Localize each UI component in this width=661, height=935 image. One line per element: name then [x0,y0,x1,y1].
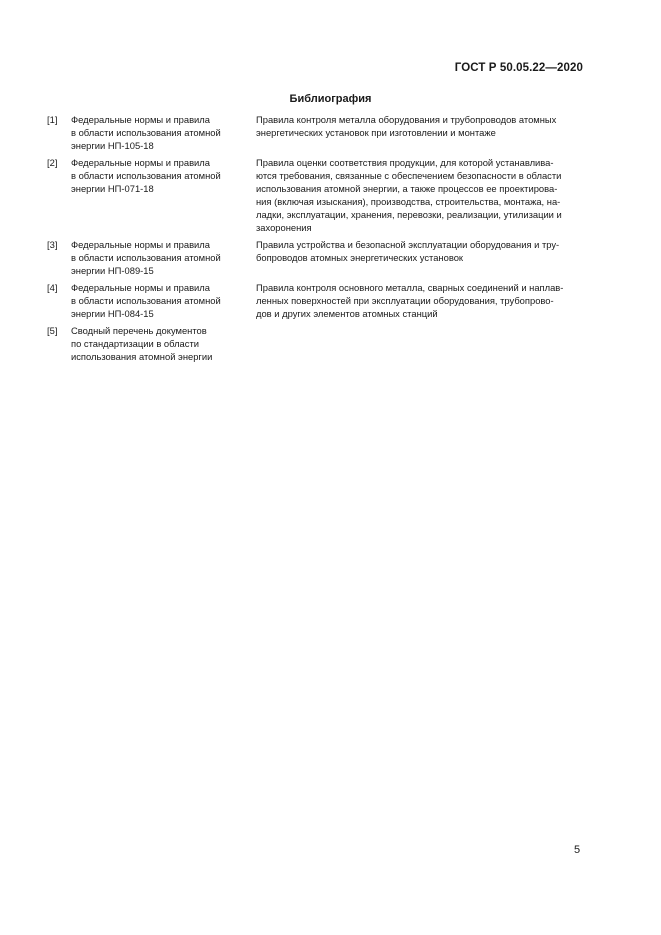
entry-number: [3] [47,239,58,250]
entry-source: Федеральные нормы и правила в области использования атомной энергии НП-105-18 [71,114,221,151]
bibliography-entry [47,238,584,277]
bibliography-entry [47,324,584,363]
entry-description: Правила контроля основного металла, сварных соединений и наплав- ленных поверхностей при эксплуатации оборудования, трубопрово- дов и других элементов атомных станций [256,282,564,319]
entry-description: Правила оценки соответствия продукции, для которой устанавлива- ются требования, связанные с обеспечением безопасности в области использования атомной энергии, а также процессов ее проектирова- ния (включая изыскания), производства, строительства, монтажа, на- ладки, эксплуатации, хранения, перевозки, реализации, утилизации и захоронения [256,157,562,233]
entry-source: Федеральные нормы и правила в области использования атомной энергии НП-089-15 [71,239,221,276]
bibliography-entry [47,156,584,234]
entry-source: Федеральные нормы и правила в области использования атомной энергии НП-071-18 [71,157,221,194]
entry-description: Правила устройства и безопасной эксплуатации оборудования и тру- бопроводов атомных энергетических установок [256,239,560,263]
document-code: ГОСТ Р 50.05.22—2020 [454,62,583,74]
entry-number: [1] [47,114,58,125]
entry-source: Федеральные нормы и правила в области использования атомной энергии НП-084-15 [71,282,221,319]
bibliography-entry [47,113,584,152]
page-number: 5 [574,844,581,856]
entry-source: Сводный перечень документов по стандартизации в области использования атомной энергии [71,325,213,362]
entry-description: Правила контроля металла оборудования и трубопроводов атомных энергетических установок при изготовлении и монтаже [256,114,557,138]
entry-description [256,324,584,363]
entry-number: [4] [47,282,58,293]
entry-number: [5] [47,325,58,336]
section-title: Библиография [289,93,372,105]
bibliography-list [47,113,584,367]
entry-number: [2] [47,157,58,168]
bibliography-entry [47,281,584,320]
